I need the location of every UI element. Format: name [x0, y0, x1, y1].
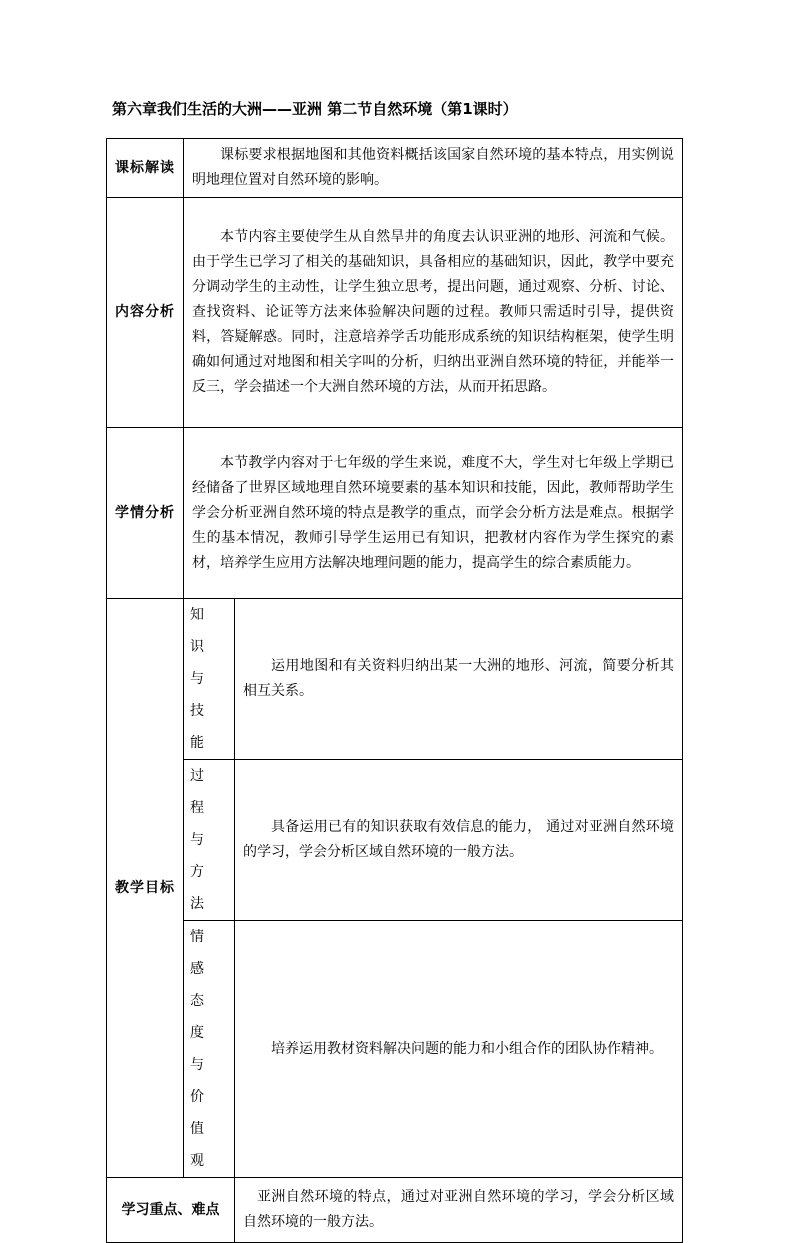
table-row-standard — [107, 139, 683, 198]
row-head-goals: 教学目标 — [107, 599, 184, 1178]
row-head-students: 学情分析 — [107, 428, 184, 599]
table-row-goal-process — [107, 760, 683, 921]
table-row-goal-knowledge — [107, 599, 683, 760]
row-head-content: 内容分析 — [107, 198, 184, 428]
goal-label-attitude: 情感态度与价值观 — [184, 921, 235, 1178]
goal-label-knowledge: 知识与技能 — [184, 599, 235, 760]
table-row-goal-attitude — [107, 921, 683, 1178]
lesson-plan-table — [106, 138, 683, 1243]
page-title: 第六章我们生活的大洲——亚洲 第二节自然环境（第1课时） — [112, 100, 518, 118]
table-row-keypoints — [107, 1178, 683, 1243]
row-body-content: 本节内容主要使学生从自然旱井的角度去认识亚洲的地形、河流和气候。由于学生已学习了相关的基础知识，具备相应的基础知识，因此，教学中要充分调动学生的主动性，让学生独立思考，提出问题，通过观察、分析、讨论、查找资料、论证等方法来体验解决问题的过程。教师只需适时引导，提供资料，答疑解惑。同时，注意培养学舌功能形成系统的知识结构框架，使学生明确如何通过对地图和相关字叫的分析，归纳出亚洲自然环境的特征，并能举一反三，学会描述一个大洲自然环境的方法，从而开拓思路。 — [184, 198, 683, 428]
table-row-content — [107, 198, 683, 428]
row-body-students: 本节教学内容对于七年级的学生来说，难度不大，学生对七年级上学期已经储备了世界区域地理自然环境要素的基本知识和技能，因此，教师帮助学生学会分析亚洲自然环境的特点是教学的重点，而学会分析方法是难点。根据学生的基本情况，教师引导学生运用已有知识，把教材内容作为学生探究的素材，培养学生应用方法解决地理问题的能力，提高学生的综合素质能力。 — [184, 428, 683, 599]
row-head-keypoints: 学习重点、难点 — [107, 1178, 235, 1243]
goal-label-process: 过程与方法 — [184, 760, 235, 921]
goal-text-knowledge: 运用地图和有关资料归纳出某一大洲的地形、河流，简要分析其相互关系。 — [235, 599, 683, 760]
row-body-keypoints: 亚洲自然环境的特点，通过对亚洲自然环境的学习，学会分析区域自然环境的一般方法。 — [235, 1178, 683, 1243]
row-head-standard: 课标解读 — [107, 139, 184, 198]
row-body-standard: 课标要求根据地图和其他资料概括该国家自然环境的基本特点，用实例说明地理位置对自然环境的影响。 — [184, 139, 683, 198]
table-row-students — [107, 428, 683, 599]
goal-text-process: 具备运用已有的知识获取有效信息的能力， 通过对亚洲自然环境的学习，学会分析区域自然环境的一般方法。 — [235, 760, 683, 921]
goal-text-attitude: 培养运用教材资料解决问题的能力和小组合作的团队协作精神。 — [235, 921, 683, 1178]
